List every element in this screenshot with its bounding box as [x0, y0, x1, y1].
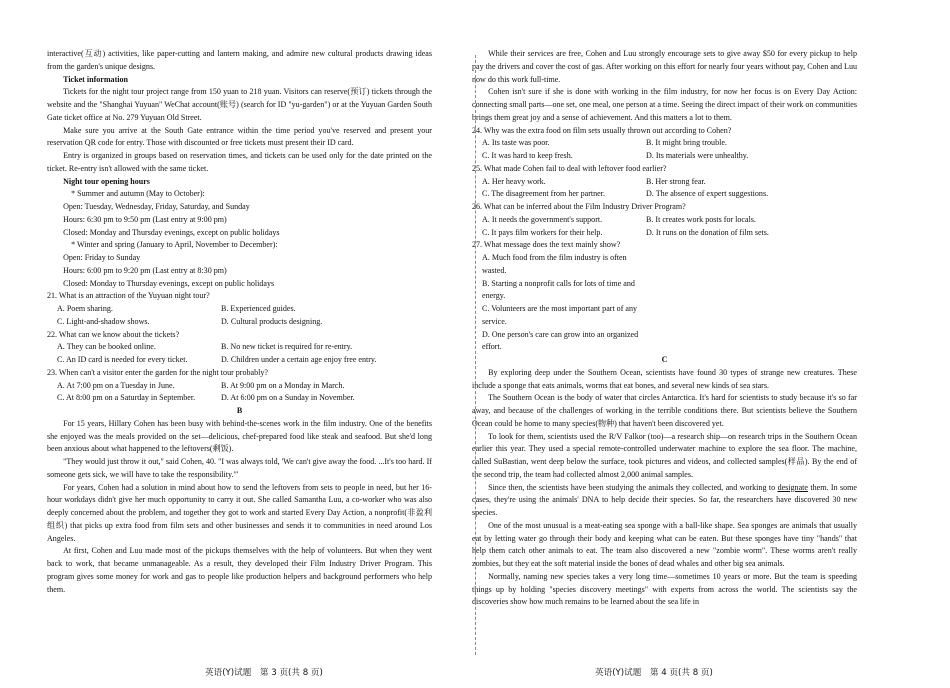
option-b-or-d: D. At 6:00 pm on a Sunday in November.: [221, 393, 355, 403]
question: 22. What can we know about the tickets?: [47, 329, 180, 339]
option-row: [472, 150, 857, 163]
paragraph: Entry is organized in groups based on reservation times, and tickets can be used only for the date printed on the ticket. Re-entry isn't allowed with the same ticket.: [47, 151, 432, 173]
option-row: [47, 341, 432, 354]
schedule-detail: Hours: 6:30 pm to 9:50 pm (Last entry at 9:00 pm): [63, 214, 227, 224]
underlined-word: designate: [777, 482, 808, 492]
option-row: [47, 354, 432, 367]
option: A. Much food from the film industry is often wasted.: [482, 253, 627, 275]
page-3-footer: 英语(Y)试题 第 3 页(共 8 页): [205, 668, 323, 678]
page-4-text: [472, 48, 857, 609]
option-row: [472, 137, 857, 150]
paragraph: Normally, naming new species takes a very long time—sometimes 10 years or more. But the team is speeding things up by holding "species discovery meetings" with experts from across the world. The scientists say the discoveries show how much remains to be learned about the sea life in: [472, 571, 857, 607]
option-b-or-d: B. No new ticket is required for re-entry.: [221, 342, 353, 352]
paragraph: By exploring deep under the Southern Ocean, scientists have found 30 types of strange new creatures. These include a sponge that eats animals, worms that eat bones, and several new kinds of sea stars.: [472, 367, 857, 390]
paragraph: One of the most unusual is a meat-eating sea sponge with a ball-like shape. Sea sponges are animals that usually eat by letting water go through their body and keeping what can be eaten. But these sponges have tiny "hands" that help them catch other animals to eat. The team also discovered a new "zombie worm". These worms aren't really zombies, but they eat the soft material inside the bones of dead whales and other big sea animals.: [472, 520, 857, 568]
paragraph: While their services are free, Cohen and Luu strongly encourage sets to give away $50 for every pickup to help pay the drivers and cover the cost of gas. After working on this effort for nearly four years without pay, Cohen and Luu now do this work full-time.: [472, 49, 857, 84]
option-a-or-c: C. Light-and-shadow shows.: [57, 316, 150, 326]
passage-label: B: [236, 406, 243, 415]
paragraph-fragment: them. In some cases, they're using the animals' DNA to help decide their species. So far, the researchers have discovered 30 new species.: [472, 482, 857, 517]
option-row: [472, 188, 857, 201]
option-a-or-c: A. Poem sharing.: [57, 304, 113, 313]
question: 21. What is an attraction of the Yuyuan night tour?: [47, 291, 210, 301]
option-a-or-c: A. Her heavy work.: [482, 176, 546, 186]
option: C. Volunteers are the most important part of any service.: [482, 304, 638, 326]
question: 23. When can't a visitor enter the garden for the night tour probably?: [47, 367, 268, 377]
page-4-footer: 英语(Y)试题 第 4 页(共 8 页): [595, 668, 713, 678]
paragraph: Cohen isn't sure if she is done with working in the film industry, for now her focus is on Every Day Action: connecting small parts—one set, one meal, one person at a time. Seeing the direct impact of their work on communities brings them great joy and a sense of achievement. And this matters a lot to them.: [472, 87, 857, 122]
paragraph: "They would just throw it out," said Cohen, 40. "I was always told, 'We can't give away the food. ...It's too hard. If someone gets sick, we will have to take the responsibility.'": [47, 457, 432, 479]
page-3-text: [47, 48, 432, 596]
paragraph: At first, Cohen and Luu made most of the pickups themselves with the help of volunteers. But when they went back to work, that became unmanageable. As a result, they developed their Film Industry Driver Program. This program gives some money for work and gas to people like production helpers and background performers who help them.: [47, 546, 432, 594]
option-row: [47, 380, 432, 393]
paragraph: Make sure you arrive at the South Gate entrance within the time period you've reserved and present your reservation QR code for entry. Those with discounted or free tickets must present their ID card.: [47, 125, 432, 148]
option-a-or-c: C. At 8:00 pm on a Saturday in September.: [57, 393, 196, 403]
option-a-or-c: C. An ID card is needed for every ticket.: [57, 355, 188, 364]
option-a-or-c: A. They can be booked online.: [57, 342, 156, 352]
option-b-or-d: B. Experienced guides.: [221, 304, 296, 313]
schedule-season: * Summer and autumn (May to October):: [71, 189, 205, 199]
schedule-detail: Closed: Monday to Thursday evenings, except on public holidays: [63, 278, 275, 288]
option-a-or-c: A. At 7:00 pm on a Tuesday in June.: [57, 380, 175, 390]
option-b-or-d: D. The absence of expert suggestions.: [646, 189, 769, 199]
option-row: [47, 392, 432, 405]
option-a-or-c: A. It needs the government's support.: [482, 214, 603, 224]
schedule-detail: Hours: 6:00 pm to 9:20 pm (Last entry at 8:30 pm): [63, 265, 227, 275]
option-b-or-d: D. Cultural products designing.: [221, 316, 323, 326]
paragraph: For 15 years, Hillary Cohen has been busy with behind-the-scenes work in the film industry. One of the benefits she enjoyed was the meals provided on the set—delicious, chef-prepared food like steak and seafood. But she'd long been anxious about what happened to the leftovers(剩饭).: [47, 418, 432, 454]
schedule-season: * Winter and spring (January to April, November to December):: [71, 240, 278, 250]
page-4: [472, 0, 950, 688]
paragraph: [472, 482, 857, 520]
option: B. Starting a nonprofit calls for lots of time and energy.: [482, 278, 635, 301]
paragraph-fragment: Since then, the scientists have been studying the animals they collected, and working to: [488, 482, 778, 492]
option-row: [472, 176, 857, 189]
option-b-or-d: D. Children under a certain age enjoy free entry.: [221, 355, 377, 364]
schedule-detail: Closed: Monday and Thursday evenings, except on public holidays: [63, 227, 280, 237]
schedule-detail: Open: Tuesday, Wednesday, Friday, Saturday, and Sunday: [63, 202, 250, 211]
option-row: [47, 316, 432, 329]
page-divider: [475, 55, 476, 655]
schedule-detail: Open: Friday to Sunday: [63, 253, 141, 262]
option-row: [47, 303, 432, 316]
paragraph: interactive(互动) activities, like paper-cutting and lantern making, and admire new cultural products drawing ideas from the garden's unique designs.: [47, 49, 432, 71]
paragraph: To look for them, scientists used the R/V Falkor (too)—a research ship—on research trips in the Southern Ocean earlier this year. They used a special remote-controlled underwater machine to explore the sea floor. The machine, called SuBastian, went deep below the surface, took pictures and videos, and collected samples(样品). By the end of the second trip, the team had collected almost 2,000 animal samples.: [472, 431, 857, 479]
option-b-or-d: B. It might bring trouble.: [646, 138, 727, 148]
passage-label: C: [661, 355, 668, 364]
option-b-or-d: D. Its materials were unhealthy.: [646, 151, 749, 160]
option-a-or-c: C. It was hard to keep fresh.: [482, 151, 573, 160]
option-a-or-c: C. The disagreement from her partner.: [482, 189, 605, 199]
option-b-or-d: B. Her strong fear.: [646, 176, 706, 186]
paragraph: Tickets for the night tour project range from 150 yuan to 218 yuan. Visitors can reserve(预订) tickets through the website and the "Shanghai Yuyuan" WeChat account(账号) (search for ID "yu-garden") or at the Yuyuan Garden South Gate ticket office at No. 279 Yuyuan Old Street.: [47, 87, 432, 122]
section-heading: Ticket information: [63, 74, 128, 84]
paragraph: For years, Cohen had a solution in mind about how to send the leftovers from sets to people in need, but her 16-hour workdays didn't give her much opportunity to carry it out. She called Samantha Luu, a co-worker who was also deeply concerned about the problem, and together they got to work and started Every Day Action, a nonprofit(非盈利组织) that picks up extra food from film sets and other businesses and sends it to communities in need around Los Angeles.: [47, 482, 432, 543]
option: D. One person's care can grow into an organized effort.: [482, 329, 639, 352]
option-b-or-d: D. It runs on the donation of film sets.: [646, 227, 769, 237]
option-b-or-d: B. It creates work posts for locals.: [646, 214, 756, 224]
question: 25. What made Cohen fail to deal with leftover food earlier?: [472, 163, 667, 173]
option-row: [472, 227, 857, 240]
option-a-or-c: C. It pays film workers for their help.: [482, 227, 603, 237]
option-row: [472, 214, 857, 227]
section-heading: Night tour opening hours: [63, 176, 150, 186]
paragraph: The Southern Ocean is the body of water that circles Antarctica. It's hard for scientists to study because it's so far away, and because of the challenges of working in the terrible conditions there. But scientists believe the Southern Ocean could be home to many species(物种) that haven't been discovered yet.: [472, 393, 857, 428]
question: 27. What message does the text mainly show?: [472, 240, 621, 250]
option-a-or-c: A. Its taste was poor.: [482, 138, 550, 148]
question: 24. Why was the extra food on film sets usually thrown out according to Cohen?: [472, 125, 732, 135]
question: 26. What can be inferred about the Film Industry Driver Program?: [472, 202, 686, 211]
option-b-or-d: B. At 9:00 pm on a Monday in March.: [221, 380, 345, 390]
